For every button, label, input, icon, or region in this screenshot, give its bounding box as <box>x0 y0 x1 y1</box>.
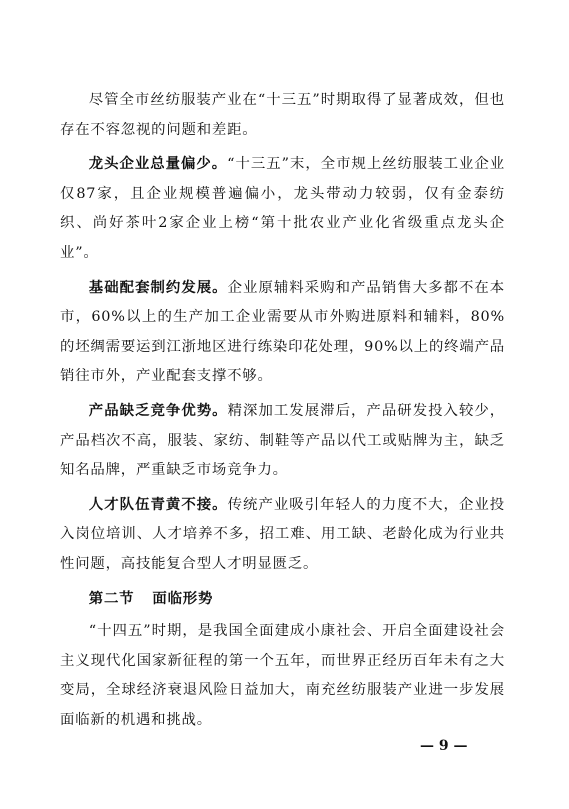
closing-paragraph <box>60 617 505 735</box>
section-number: 第二节 <box>88 589 135 607</box>
paragraph-text: 精深加工发展滞后，产品研发投入较少，产品档次不高，服装、家纺、制鞋等产品以代工或贴牌为主，缺乏知名品牌，严重缺乏市场竞争力。 <box>60 402 505 479</box>
paragraph-heading: 产品缺乏竞争优势。 <box>88 401 228 419</box>
intro-paragraph <box>60 86 505 145</box>
document-body <box>60 86 505 739</box>
paragraph-heading: 人才队伍青黄不接。 <box>88 495 228 513</box>
section-title: 面临形势 <box>152 589 214 607</box>
paragraph-text: “十三五”末，全市规上丝纺服装工业企业仅87家，且企业规模普遍偏小，龙头带动力较弱，仅有金泰纺织、尚好茶叶2家企业上榜“第十批农业产业化省级重点龙头企业”。 <box>60 156 505 261</box>
paragraph-supporting-infrastructure <box>60 273 505 392</box>
paragraph-competitiveness <box>60 396 505 486</box>
paragraph-text: 尽管全市丝纺服装产业在“十三五”时期取得了显著成效，但也存在不容忽视的问题和差距。 <box>60 92 505 138</box>
paragraph-heading: 基础配套制约发展。 <box>88 278 228 296</box>
paragraph-text: 企业原辅料采购和产品销售大多都不在本市，60%以上的生产加工企业需要从市外购进原料和辅料，80%的坯绸需要运到江浙地区进行练染印花处理，90%以上的终端产品销往市外，产业配套支撑不够。 <box>60 279 505 385</box>
section-heading <box>60 584 505 614</box>
page-number: — 9 — <box>420 738 468 754</box>
paragraph-talent <box>60 490 505 580</box>
paragraph-text: 传统产业吸引年轻人的力度不大，企业投入岗位培训、人才培养不多，招工难、用工缺、老龄化成为行业共性问题，高技能复合型人才明显匮乏。 <box>60 496 505 572</box>
paragraph-leading-enterprises <box>60 149 505 268</box>
paragraph-text: “十四五”时期，是我国全面建成小康社会、开启全面建设社会主义现代化国家新征程的第一个五年，而世界正经历百年未有之大变局，全球经济衰退风险日益加大，南充丝纺服装产业进一步发展面临新的机遇和挑战。 <box>60 623 505 728</box>
paragraph-heading: 龙头企业总量偏少。 <box>88 155 228 173</box>
